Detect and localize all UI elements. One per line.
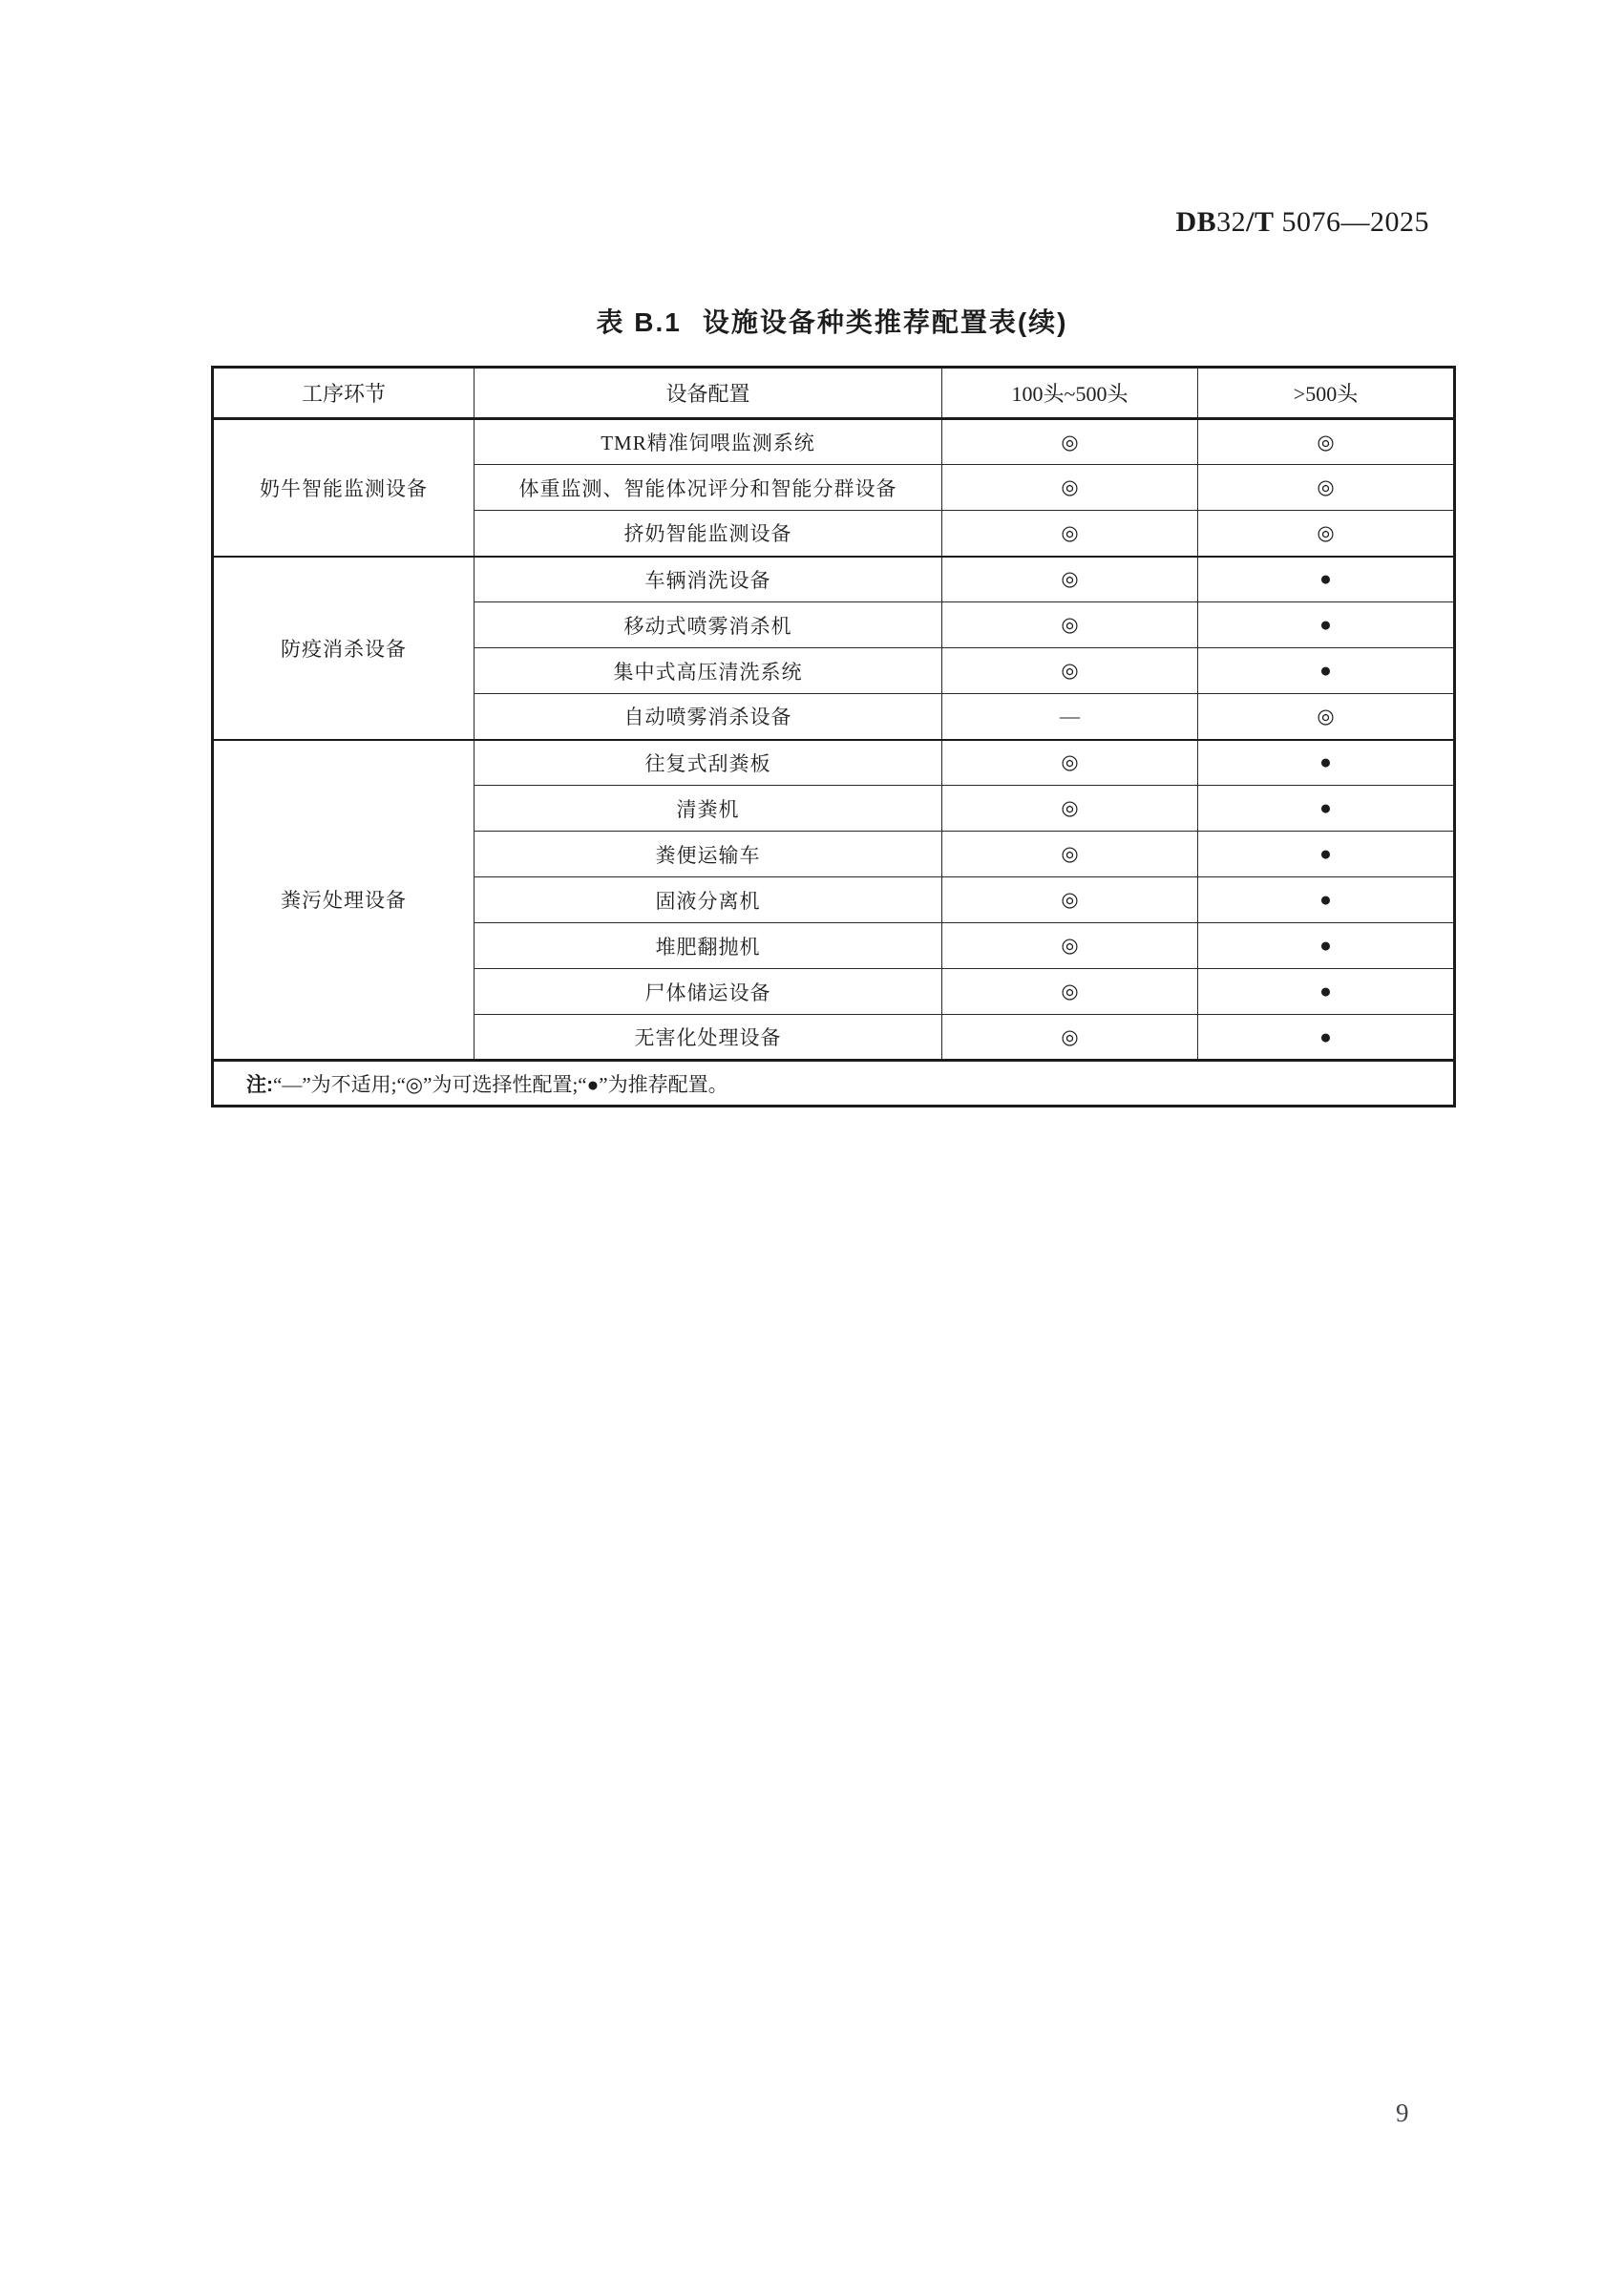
config-symbol-cell: ● (1198, 648, 1455, 694)
table-note-row (213, 1061, 1455, 1107)
device-cell: 集中式高压清洗系统 (475, 648, 942, 694)
config-symbol-cell: — (942, 694, 1198, 740)
device-cell: 无害化处理设备 (475, 1015, 942, 1061)
category-cell: 奶牛智能监测设备 (213, 419, 475, 557)
config-symbol-cell: ◎ (942, 1015, 1198, 1061)
table-caption-text: 设施设备种类推荐配置表(续) (702, 307, 1068, 337)
device-cell: 粪便运输车 (475, 832, 942, 877)
table-row (213, 557, 1455, 602)
device-cell: 清粪机 (475, 786, 942, 832)
document-code-num: 32 (1216, 206, 1247, 238)
config-symbol-cell: ● (1198, 786, 1455, 832)
config-symbol-cell: ◎ (1198, 419, 1455, 465)
category-cell: 防疫消杀设备 (213, 557, 475, 740)
column-header-equipment: 设备配置 (475, 368, 942, 419)
config-symbol-cell: ◎ (1198, 694, 1455, 740)
device-cell: 体重监测、智能体况评分和智能分群设备 (475, 465, 942, 511)
document-code-t: /T (1246, 206, 1275, 238)
column-header-process: 工序环节 (213, 368, 475, 419)
config-symbol-cell: ● (1198, 877, 1455, 923)
note-text: “—”为不适用;“◎”为可选择性配置;“●”为推荐配置。 (273, 1072, 728, 1096)
device-cell: 尸体储运设备 (475, 969, 942, 1015)
device-cell: 车辆消洗设备 (475, 557, 942, 602)
config-symbol-cell: ● (1198, 1015, 1455, 1061)
note-label: 注: (246, 1073, 273, 1096)
config-symbol-cell: ◎ (942, 786, 1198, 832)
config-symbol-cell: ◎ (942, 602, 1198, 648)
table-header-row (213, 368, 1455, 419)
config-symbol-cell: ◎ (942, 648, 1198, 694)
document-code-db: DB (1175, 206, 1217, 238)
config-symbol-cell: ◎ (1198, 465, 1455, 511)
config-symbol-cell: ◎ (942, 740, 1198, 786)
table-caption-number: 表 B.1 (596, 307, 682, 337)
config-symbol-cell: ◎ (942, 877, 1198, 923)
config-symbol-cell: ● (1198, 740, 1455, 786)
category-cell: 粪污处理设备 (213, 740, 475, 1061)
config-symbol-cell: ◎ (942, 832, 1198, 877)
device-cell: 移动式喷雾消杀机 (475, 602, 942, 648)
device-cell: 往复式刮粪板 (475, 740, 942, 786)
config-symbol-cell: ◎ (942, 419, 1198, 465)
config-symbol-cell: ● (1198, 557, 1455, 602)
device-cell: 自动喷雾消杀设备 (475, 694, 942, 740)
config-symbol-cell: ◎ (942, 511, 1198, 557)
config-table (211, 366, 1456, 1107)
document-code-rest: 5076—2025 (1274, 206, 1429, 238)
column-header-over-500: >500头 (1198, 368, 1455, 419)
device-cell: 固液分离机 (475, 877, 942, 923)
config-symbol-cell: ◎ (1198, 511, 1455, 557)
table-caption (211, 302, 1453, 340)
page-number: 9 (1396, 2099, 1409, 2127)
document-code (1175, 206, 1429, 239)
table-row (213, 740, 1455, 786)
config-symbol-cell: ◎ (942, 465, 1198, 511)
device-cell: TMR精准饲喂监测系统 (475, 419, 942, 465)
column-header-100-500: 100头~500头 (942, 368, 1198, 419)
config-symbol-cell: ◎ (942, 557, 1198, 602)
config-symbol-cell: ◎ (942, 923, 1198, 969)
table-note (213, 1061, 1455, 1107)
config-symbol-cell: ● (1198, 832, 1455, 877)
table-row (213, 419, 1455, 465)
config-symbol-cell: ● (1198, 969, 1455, 1015)
device-cell: 挤奶智能监测设备 (475, 511, 942, 557)
config-symbol-cell: ● (1198, 923, 1455, 969)
config-symbol-cell: ● (1198, 602, 1455, 648)
config-symbol-cell: ◎ (942, 969, 1198, 1015)
device-cell: 堆肥翻抛机 (475, 923, 942, 969)
